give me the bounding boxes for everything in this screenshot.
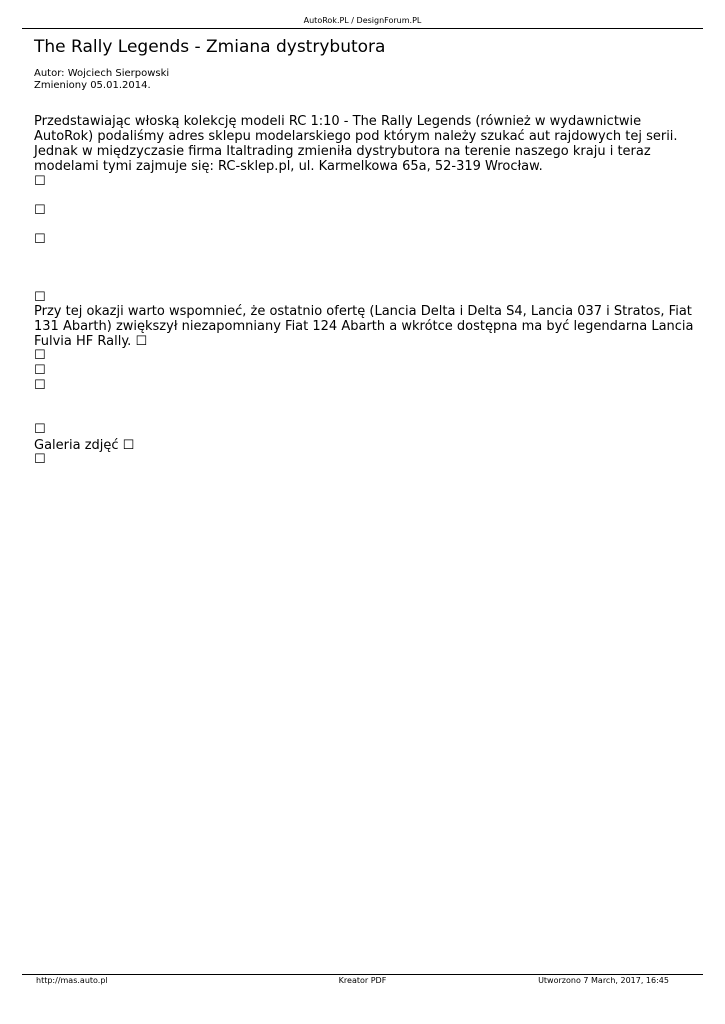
footer-divider (22, 974, 703, 975)
missing-image-glyph: ☐ (34, 378, 46, 393)
missing-image-glyph: ☐ (34, 363, 46, 378)
site-header: AutoRok.PL / DesignForum.PL (303, 16, 422, 25)
header-divider (22, 28, 703, 29)
article-author: Autor: Wojciech Sierpowski (34, 68, 170, 79)
article-modified-date: Zmieniony 05.01.2014. (34, 80, 151, 91)
footer-url[interactable]: http://mas.auto.pl (36, 976, 108, 985)
missing-image-glyph: ☐ (34, 290, 46, 305)
missing-image-glyph: ☐ (34, 452, 46, 467)
footer-generator: Kreator PDF (338, 976, 387, 985)
missing-image-glyph: ☐ (34, 348, 46, 363)
article-paragraph-2: Przy tej okazji warto wspomnieć, że ostatnio ofertę (Lancia Delta i Delta S4, Lancia 037 i Stratos, Fiat 131 Abarth) zwiększył niezapomniany Fiat 124 Abarth a wkrótce dostępna ma być legendarna Lancia Fulvia HF Rally. ☐ (34, 304, 694, 349)
missing-image-glyph: ☐ (34, 203, 46, 218)
gallery-link[interactable]: Galeria zdjęć ☐ (34, 438, 135, 453)
article-title: The Rally Legends - Zmiana dystrybutora (34, 37, 386, 57)
footer-created-date: Utworzono 7 March, 2017, 16:45 (538, 976, 669, 985)
missing-image-glyph: ☐ (34, 422, 46, 437)
missing-image-glyph: ☐ (34, 174, 46, 189)
missing-image-glyph: ☐ (34, 232, 46, 247)
article-paragraph-1: Przedstawiając włoską kolekcję modeli RC 1:10 - The Rally Legends (również w wydawnictwie AutoRok) podaliśmy adres sklepu modelarskiego pod którym należy szukać aut rajdowych tej serii. Jednak w międzyczasie firma Italtrading zmieniła dystrybutora na terenie naszego kraju i teraz modelami tymi zajmuje się: RC-sklep.pl, ul. Karmelkowa 65a, 52-319 Wrocław. (34, 114, 678, 174)
